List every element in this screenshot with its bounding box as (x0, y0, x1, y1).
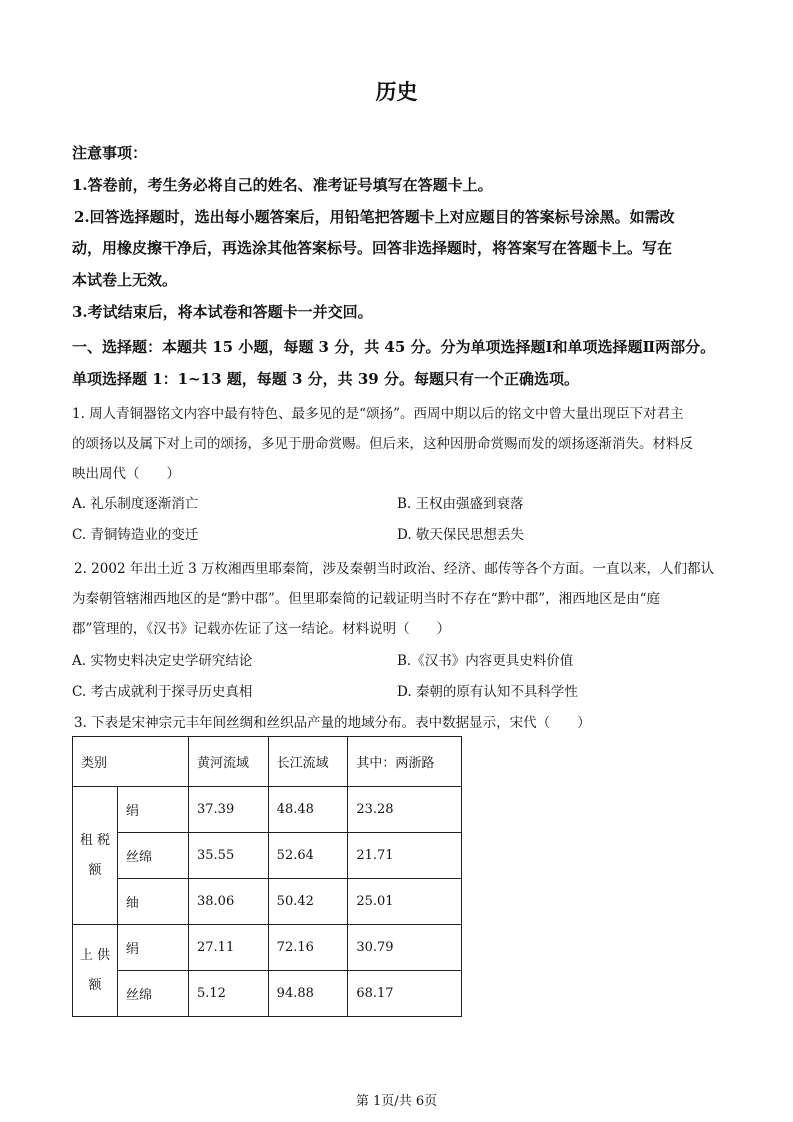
table-cell-category: 䌷 (118, 879, 189, 925)
table-cell: 38.06 (189, 879, 269, 925)
q2-option-b: B.《汉书》内容更具史料价值 (397, 653, 574, 669)
q1-stem-line-2: 的颂扬以及属下对上司的颂扬，多见于册命赏赐。但后来，这种因册命赏赐而发的颂扬逐渐消失。材料反 (72, 436, 693, 452)
q2-stem-line-2: 为秦朝管辖湘西地区的是“黔中郡”。但里耶秦简的记载证明当时不存在“黔中郡”，湘西地区是由“庭 (72, 591, 661, 607)
table-row (73, 971, 462, 1017)
page-footer: 第 1页/共 6页 (355, 1094, 438, 1109)
table-cell-category: 丝绵 (118, 971, 189, 1017)
table-cell: 35.55 (189, 833, 269, 879)
table-cell: 27.11 (189, 925, 269, 971)
table-header-row (73, 737, 462, 787)
table-group-rent-tax: 租 税 额 (73, 787, 118, 925)
notice-item-2-line-1: 2.回答选择题时，选出每小题答案后，用铅笔把答题卡上对应题目的答案标号涂黑。如需改 (74, 208, 675, 226)
q2-stem-line-1: 2. 2002 年出土近 3 万枚湘西里耶秦简，涉及秦朝当时政治、经济、邮传等各个方面。一直以来，人们都认 (74, 561, 714, 577)
table-row (73, 925, 462, 971)
q2-option-a: A. 实物史料决定史学研究结论 (72, 653, 253, 669)
q1-stem-line-3: 映出周代（ ） (72, 466, 180, 482)
q1-option-a: A. 礼乐制度逐渐消亡 (72, 496, 199, 512)
q1-option-b: B. 王权由强盛到衰落 (397, 496, 524, 512)
q1-stem-line-1: 1. 周人青铜器铭文内容中最有特色、最多见的是“颂扬”。西周中期以后的铭文中曾大量出现臣下对君主 (72, 406, 684, 422)
table-header-category: 类别 (73, 737, 189, 787)
table-cell: 21.71 (348, 833, 462, 879)
table-group-tribute: 上 供 额 (73, 925, 118, 1017)
notice-heading: 注意事项： (72, 144, 148, 162)
table-row (73, 833, 462, 879)
table-cell: 37.39 (189, 787, 269, 833)
q2-stem-line-3: 郡”管理的，《汉书》记载亦佐证了这一结论。材料说明（ ） (72, 621, 451, 637)
q1-option-c: C. 青铜铸造业的变迁 (72, 527, 199, 543)
table-cell: 50.42 (268, 879, 348, 925)
table-cell-category: 丝绵 (118, 833, 189, 879)
table-cell: 48.48 (268, 787, 348, 833)
notice-item-2-line-3: 本试卷上无效。 (72, 271, 178, 289)
table-cell: 23.28 (348, 787, 462, 833)
table-cell: 5.12 (189, 971, 269, 1017)
section-sub-heading: 单项选择题 1：1~13 题，每题 3 分，共 39 分。每题只有一个正确选项。 (72, 370, 579, 388)
table-cell-category: 绢 (118, 925, 189, 971)
table-header-yangtze: 长江流域 (268, 737, 348, 787)
table-row (73, 787, 462, 833)
q3-stem-line-1: 3. 下表是宋神宗元丰年间丝绸和丝织品产量的地域分布。表中数据显示，宋代（ ） (74, 715, 591, 731)
table-header-liangzhe: 其中：两浙路 (348, 737, 462, 787)
table-cell: 25.01 (348, 879, 462, 925)
table-header-yellow-river: 黄河流域 (189, 737, 269, 787)
page-title: 历史 (375, 79, 418, 104)
table-cell-category: 绢 (118, 787, 189, 833)
table-cell: 68.17 (348, 971, 462, 1017)
table-cell: 72.16 (268, 925, 348, 971)
notice-item-2-line-2: 动，用橡皮擦干净后，再选涂其他答案标号。回答非选择题时，将答案写在答题卡上。写在 (72, 239, 673, 257)
q2-option-d: D. 秦朝的原有认知不具科学性 (397, 684, 578, 700)
notice-item-3: 3.考试结束后，将本试卷和答题卡一并交回。 (72, 303, 373, 321)
section-heading: 一、选择题：本题共 15 小题，每题 3 分，共 45 分。分为单项选择题Ⅰ和单项选择题Ⅱ两部分。 (72, 338, 716, 356)
table-cell: 30.79 (348, 925, 462, 971)
table-cell: 94.88 (268, 971, 348, 1017)
silk-production-table (72, 736, 462, 1017)
notice-item-1: 1.答卷前，考生务必将自己的姓名、准考证号填写在答题卡上。 (72, 176, 493, 194)
table-row (73, 879, 462, 925)
q1-option-d: D. 敬天保民思想丢失 (397, 527, 524, 543)
table-cell: 52.64 (268, 833, 348, 879)
q2-option-c: C. 考古成就利于探寻历史真相 (72, 684, 253, 700)
